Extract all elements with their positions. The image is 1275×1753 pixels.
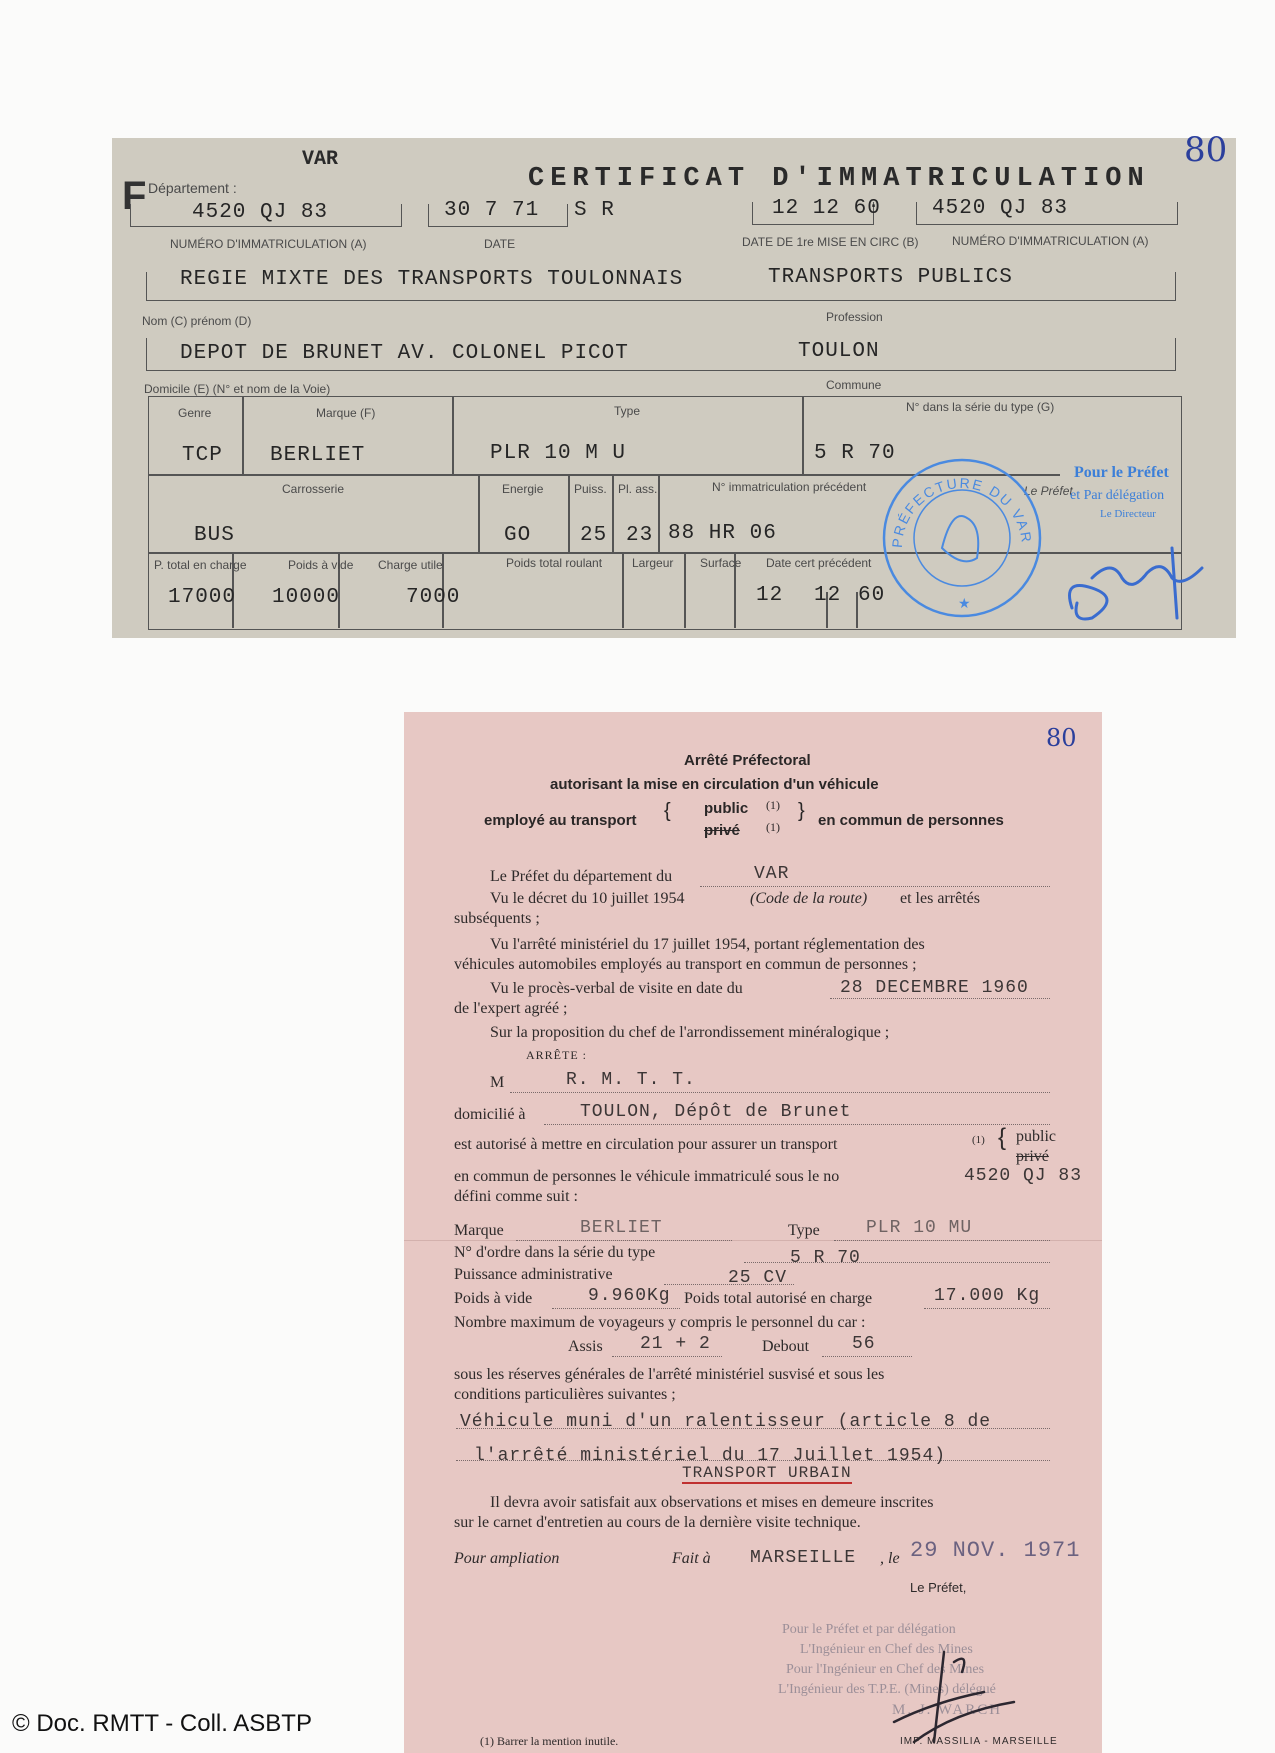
date-suffix: S R	[574, 199, 615, 222]
ptac-value: 17000	[168, 586, 237, 609]
date-cert-month: 12	[814, 584, 842, 607]
departement-value: VAR	[302, 148, 339, 171]
stamp-line-3: Pour l'Ingénieur en Chef des Mines	[786, 1662, 985, 1677]
condition-2: l'arrêté ministériel du 17 Juillet 1954)	[474, 1446, 947, 1466]
date-label: DATE	[484, 237, 516, 251]
credit: © Doc. RMTT - Coll. ASBTP	[12, 1710, 312, 1737]
devra-2: sur le carnet d'entretien au cours de la dernière visite technique.	[454, 1514, 861, 1531]
public-option: public	[1016, 1128, 1056, 1145]
order-title-3b: en commun de personnes	[818, 812, 1004, 829]
poids-vide-label: Poids à vide	[288, 558, 354, 572]
order-title-3a: employé au transport	[484, 812, 637, 829]
line-subsequents: subséquents ;	[454, 910, 540, 927]
domicile-label: domicilié à	[454, 1106, 526, 1123]
puissance-label: Puissance administrative	[454, 1266, 613, 1283]
line-arrete-ministeriel: Vu l'arrêté ministériel du 17 juillet 1954, portant réglementation des	[490, 936, 925, 953]
autorise-text: est autorisé à mettre en circulation pour assurer un transport	[454, 1136, 838, 1153]
order-title-2: autorisant la mise en circulation d'un véhicule	[550, 776, 879, 793]
ptac-label: Poids total autorisé en charge	[684, 1290, 873, 1307]
charge-utile-label: Charge utile	[378, 558, 443, 572]
stamp-delegation-2: et Par délégation	[1070, 488, 1165, 503]
date-cert-label: Date cert précédent	[766, 556, 872, 570]
address-value: DEPOT DE BRUNET AV. COLONEL PICOT	[180, 342, 629, 365]
prefectoral-order: 80 Arrêté Préfectoral autorisant la mise en circulation d'un véhicule employé au transport { public privé (1) (1) } en commun de personnes Le Préfet du département du VAR Vu le décret du 10 juillet 1954 (Code de la route) et les arrêtés subséquents ; Vu l'arrêté ministériel du 17 juillet 1954, portant réglementation des véhicules automobiles employés au transport en commun de personnes ; Vu le procès-verbal de visite en date du 28 DECEMBRE 1960 de l'expert agréé ; Sur la proposition du chef de l'arrondissement minéralogique ; ARRÊTE : M R. M. T. T. domicilié à TOULON, Dépôt de Brunet est autorisé à mettre en circulation pour assurer un transport (1) { public privé en commun de personnes le véhicule immatriculé sous le no 4520 QJ 83 défini comme suit : Marque BERLIET Type PLR 10 MU N° d'ordre dans la série du type 5 R 70 Puissance administrative 25 CV Poids à vide 9.960Kg Poids total autorisé en charge 17.000 Kg Nombre maximum de voyageurs y compris le personnel du car : Assis 21 + 2 Debout 56 sous les réserves générales de l'arrêté ministériel susvisé et sous les conditions particulières suivantes ; Véhicule muni d'un ralentisseur (article 8 de l'arrêté ministériel du 17 Juillet 1954) TRANSPORT URBAIN Il devra avoir satisfait aux observations et mises en demeure inscrites sur le carnet d'entretien au cours de la dernière visite technique. Pour ampliation Fait à MARSEILLE , le 29 NOV. 1971 Le Préfet, Pour le Préfet et par délégation L'Ingénieur en Chef des Mines Pour l'Ingénieur en Chef des Mines L'Ingénieur des T.P.E. (Mines) délégué M. J. WARCH (1) Barrer la mention inutile. IMP. MASSILIA - MARSEILLE	[404, 712, 1102, 1753]
registration-label-repeat: NUMÉRO D'IMMATRICULATION (A)	[952, 234, 1149, 248]
marque-value: BERLIET	[270, 444, 366, 467]
assis-value: 21 + 2	[640, 1334, 711, 1354]
debout-label: Debout	[762, 1338, 810, 1355]
poids-vide-value: 10000	[272, 586, 341, 609]
devra-1: Il devra avoir satisfait aux observations et mises en demeure inscrites	[490, 1494, 934, 1511]
immatriculation-value: 4520 QJ 83	[964, 1166, 1083, 1186]
signature-date: 29 NOV. 1971	[910, 1538, 1081, 1563]
stamp-line-5: M. J. WARCH	[892, 1702, 1003, 1718]
commun-text: en commun de personnes le véhicule immatriculé sous le no	[454, 1168, 840, 1185]
ptr-label: Poids total roulant	[506, 556, 603, 570]
condition-1: Véhicule muni d'un ralentisseur (article 8 de	[460, 1412, 992, 1432]
departement-label: Département :	[148, 180, 237, 196]
departement-value: VAR	[754, 864, 790, 884]
marque-label: Marque (F)	[316, 406, 376, 420]
stamp-delegation-3: Le Directeur	[1100, 508, 1156, 520]
public-label: public	[704, 800, 749, 817]
surface-label: Surface	[700, 556, 742, 570]
registration-number: 4520 QJ 83	[192, 201, 329, 224]
energie-label: Energie	[502, 482, 544, 496]
note-marker-3: (1)	[972, 1134, 985, 1146]
puiss-value: 25	[580, 524, 608, 547]
reserves-1: sous les réserves générales de l'arrêté ministériel susvisé et sous les	[454, 1366, 885, 1383]
condition-3: TRANSPORT URBAIN	[682, 1464, 852, 1482]
country-letter: F	[122, 174, 147, 218]
prefet-label: Le Préfet	[1024, 484, 1073, 498]
largeur-label: Largeur	[632, 556, 674, 570]
ordre-label: N° d'ordre dans la série du type	[454, 1244, 656, 1261]
charge-utile-value: 7000	[406, 586, 461, 609]
line-prefet: Le Préfet du département du	[490, 868, 673, 885]
commune-label: Commune	[826, 378, 882, 392]
prefet-label: Le Préfet,	[910, 1580, 967, 1595]
carrosserie-label: Carrosserie	[282, 482, 345, 496]
commune-value: TOULON	[798, 340, 880, 363]
note-marker-1: (1)	[766, 798, 780, 812]
profession-value: TRANSPORTS PUBLICS	[768, 266, 1013, 289]
defini-text: défini comme suit :	[454, 1188, 578, 1205]
places-value: 23	[626, 524, 654, 547]
prive-label: privé	[704, 822, 740, 839]
prive-option: privé	[1016, 1148, 1049, 1165]
footnote: (1) Barrer la mention inutile.	[480, 1734, 619, 1748]
stamp-line-4: L'Ingénieur des T.P.E. (Mines) délégué	[778, 1682, 996, 1697]
fait-a-value: MARSEILLE	[750, 1548, 857, 1568]
stamp-delegation-1: Pour le Préfet	[1074, 464, 1169, 481]
signature-icon	[1052, 518, 1232, 628]
date-cert-day: 12	[756, 584, 784, 607]
profession-label: Profession	[826, 310, 883, 324]
places-label: Pl. ass.	[618, 482, 658, 496]
m-value: R. M. T. T.	[566, 1070, 696, 1090]
arrete-label: ARRÊTE :	[526, 1048, 587, 1062]
previous-reg-value: 88 HR 06	[668, 522, 777, 545]
stamp-line-2: L'Ingénieur en Chef des Mines	[800, 1642, 973, 1657]
stamp-text: PRÉFECTURE DU VAR	[888, 474, 1036, 549]
date-cert-year: 60	[858, 584, 886, 607]
printer: IMP. MASSILIA - MARSEILLE	[900, 1736, 1058, 1747]
series-label: N° dans la série du type (G)	[906, 400, 1055, 414]
genre-value: TCP	[182, 444, 223, 467]
certificate-title: CERTIFICAT D'IMMATRICULATION	[528, 164, 1150, 194]
voyageurs-text: Nombre maximum de voyageurs y compris le personnel du car :	[454, 1314, 866, 1331]
handwritten-number: 80	[1184, 130, 1228, 170]
assis-label: Assis	[568, 1338, 603, 1355]
registration-label: NUMÉRO D'IMMATRICULATION (A)	[170, 237, 367, 251]
registration-number-repeat: 4520 QJ 83	[932, 197, 1069, 220]
order-title-1: Arrêté Préfectoral	[684, 752, 811, 769]
line-expert: de l'expert agréé ;	[454, 1000, 568, 1017]
line-proposition: Sur la proposition du chef de l'arrondissement minéralogique ;	[490, 1024, 890, 1041]
visit-date-value: 28 DECEMBRE 1960	[840, 978, 1029, 998]
puiss-label: Puiss.	[574, 482, 607, 496]
stamp-line-1: Pour le Préfet et par délégation	[782, 1622, 956, 1637]
address-label: Domicile (E) (N° et nom de la Voie)	[144, 382, 331, 396]
ptac-label: P. total en charge	[154, 558, 247, 572]
line-decret-a: Vu le décret du 10 juillet 1954	[490, 890, 685, 907]
reserves-2: conditions particulières suivantes ;	[454, 1386, 676, 1403]
date-value: 30 7 71	[444, 199, 540, 222]
ordre-value: 5 R 70	[790, 1248, 861, 1268]
registration-certificate	[112, 130, 1236, 638]
line-decret-c: et les arrêtés	[900, 890, 980, 907]
name-label: Nom (C) prénom (D)	[142, 314, 252, 328]
domicile-value: TOULON, Dépôt de Brunet	[580, 1102, 852, 1122]
debout-value: 56	[852, 1334, 876, 1354]
svg-text:★: ★	[958, 595, 971, 611]
marque-label: Marque	[454, 1222, 504, 1239]
le-label: , le	[880, 1550, 900, 1567]
line-proces-verbal: Vu le procès-verbal de visite en date du	[490, 980, 743, 997]
handwritten-number: 80	[1046, 724, 1077, 752]
ptac-value: 17.000 Kg	[934, 1286, 1041, 1306]
marque-value: BERLIET	[580, 1218, 663, 1238]
svg-text:PRÉFECTURE DU VAR	[889, 475, 1035, 549]
line-decret-b: (Code de la route)	[750, 890, 868, 907]
prefecture-stamp-icon	[872, 448, 1052, 628]
type-value: PLR 10 MU	[866, 1218, 973, 1238]
series-value: 5 R 70	[814, 442, 896, 465]
carrosserie-value: BUS	[194, 524, 235, 547]
energie-value: GO	[504, 524, 532, 547]
m-label: M	[490, 1074, 505, 1091]
previous-reg-label: N° immatriculation précédent	[712, 480, 867, 494]
ampliation: Pour ampliation	[454, 1550, 560, 1567]
line-vehicules: véhicules automobiles employés au transport en commun de personnes ;	[454, 956, 917, 973]
poids-vide-label: Poids à vide	[454, 1290, 533, 1307]
type-label: Type	[788, 1222, 820, 1239]
fait-a: Fait à	[672, 1550, 711, 1567]
owner-name: REGIE MIXTE DES TRANSPORTS TOULONNAIS	[180, 268, 684, 291]
first-circulation-label: DATE DE 1re MISE EN CIRC (B)	[742, 235, 919, 249]
type-value: PLR 10 M U	[490, 442, 627, 465]
genre-label: Genre	[178, 406, 212, 420]
poids-vide-value: 9.960Kg	[588, 1286, 671, 1306]
note-marker-2: (1)	[766, 820, 780, 834]
puissance-value: 25 CV	[728, 1268, 788, 1288]
first-circulation-date: 12 12 60	[772, 197, 881, 220]
type-label: Type	[614, 404, 641, 418]
